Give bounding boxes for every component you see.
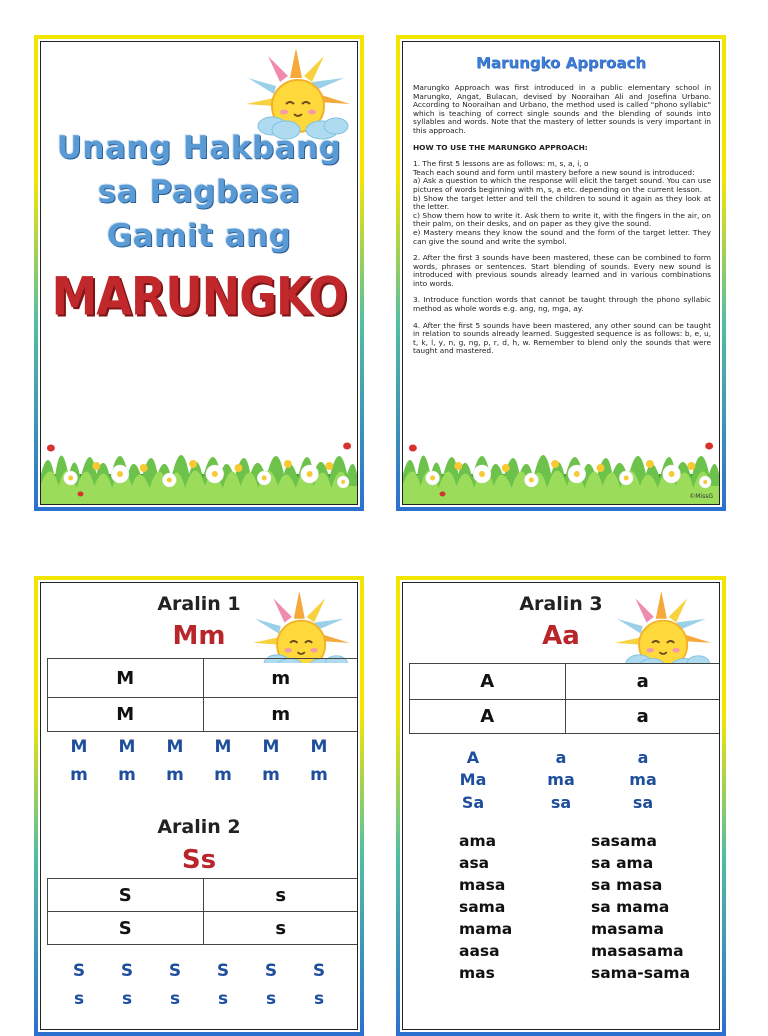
table-cell: S bbox=[48, 912, 204, 945]
cover-line-2: sa Pagbasa bbox=[97, 174, 301, 210]
letter: m bbox=[262, 765, 280, 785]
table-cell: s bbox=[203, 879, 358, 912]
table-cell: A bbox=[410, 700, 566, 734]
letter: s bbox=[121, 989, 133, 1009]
approach-step-3: 3. Introduce function words that cannot be taught through the phono syllabic method as whole words e.g. ang, ng, mga, ay. bbox=[413, 295, 711, 314]
cover-line-1: Unang Hakbang bbox=[56, 130, 342, 166]
lesson-1-2-page bbox=[34, 576, 364, 1036]
word: sa mama bbox=[591, 898, 670, 916]
lesson-3-heading: Aralin 3 bbox=[519, 593, 603, 615]
word: sama bbox=[459, 898, 506, 916]
word: sa masa bbox=[591, 876, 663, 894]
word: mas bbox=[459, 964, 495, 982]
cover-line-3: Gamit ang bbox=[106, 218, 292, 254]
lesson-1-lowercase-row bbox=[41, 765, 357, 785]
word: mama bbox=[459, 920, 513, 938]
letter: M bbox=[310, 737, 328, 757]
letter: m bbox=[214, 765, 232, 785]
table-cell: A bbox=[410, 664, 566, 700]
grass-flowers-icon bbox=[403, 434, 719, 504]
step1-line: b) Show the target letter and tell the children to sound it again as they look at the letter. bbox=[413, 193, 711, 212]
lesson-2-uppercase-row bbox=[41, 961, 357, 981]
table-cell: m bbox=[203, 659, 358, 698]
table-cell: s bbox=[203, 912, 358, 945]
approach-body bbox=[413, 84, 711, 364]
letter: S bbox=[120, 961, 134, 981]
approach-intro: Marungko Approach was first introduced in a public elementary school in Marungko, Angat, Bulacan, devised by Nooraihan Ali and Josefina Urbano. According to Nooraihan and Urbano, the method used is called "phono syllabic" which is teaching of correct single sounds and the blending of sounds into syllables and words. Note that the mastery of letter sounds is very important in this approach. bbox=[413, 83, 711, 135]
lesson-1-table bbox=[47, 658, 358, 732]
approach-step-4: 4. After the first 5 sounds have been mastered, any other sound can be taught in relation to sounds already learned. Suggested sequence is as follows: b, e, u, t, k, l, y, n, g, ng, p, r, d, h, w. Remember to blend only the sounds that were taught and mastered. bbox=[413, 320, 711, 356]
table-cell: M bbox=[48, 698, 204, 732]
letter: M bbox=[118, 737, 136, 757]
step1-line: e) Mastery means they know the sound and the form of the target letter. They can give the sound and write the symbol. bbox=[413, 227, 711, 246]
lesson-2-lowercase-row bbox=[41, 989, 357, 1009]
syllable: sa bbox=[550, 793, 572, 812]
word: sa ama bbox=[591, 854, 654, 872]
letter: s bbox=[73, 989, 85, 1009]
syllable: sa bbox=[632, 793, 654, 812]
step1-line: 1. The first 5 lessons are as follows: m, s, a, i, o bbox=[413, 159, 589, 169]
approach-title: Marungko Approach bbox=[475, 54, 647, 72]
signature: ©MissG bbox=[689, 493, 713, 500]
step1-line: c) Show them how to write it. Ask them to write it, with the fingers in the air, on their palm, on their desks, and on paper as they give the sound. bbox=[413, 210, 711, 229]
syllable: a bbox=[555, 748, 567, 767]
letter: M bbox=[70, 737, 88, 757]
approach-howto-heading: HOW TO USE THE MARUNGKO APPROACH: bbox=[413, 142, 588, 152]
letter: m bbox=[310, 765, 328, 785]
letter: S bbox=[72, 961, 86, 981]
lesson-2-letter: Ss bbox=[181, 845, 217, 875]
letter: m bbox=[70, 765, 88, 785]
letter: m bbox=[166, 765, 184, 785]
approach-page bbox=[396, 35, 726, 511]
table-cell: a bbox=[565, 664, 720, 700]
letter: M bbox=[214, 737, 232, 757]
lesson-1-heading: Aralin 1 bbox=[157, 593, 241, 615]
letter: S bbox=[312, 961, 326, 981]
word: masa bbox=[459, 876, 506, 894]
letter: S bbox=[216, 961, 230, 981]
syllable: a bbox=[637, 748, 649, 767]
step1-line: a) Ask a question to which the response will elicit the target sound. You can use pictures of words beginning with m, s, a etc. depending on the current lesson. bbox=[413, 176, 711, 194]
letter: S bbox=[168, 961, 182, 981]
letter: M bbox=[166, 737, 184, 757]
syllable: Sa bbox=[461, 793, 485, 812]
lesson-3-table bbox=[409, 663, 720, 734]
word: asa bbox=[459, 854, 490, 872]
syllable: A bbox=[466, 748, 480, 767]
letter: m bbox=[118, 765, 136, 785]
table-cell: a bbox=[565, 700, 720, 734]
table-cell: S bbox=[48, 879, 204, 912]
word: masasama bbox=[591, 942, 684, 960]
lesson-1-letter: Mm bbox=[172, 621, 226, 651]
lesson-1-uppercase-row bbox=[41, 737, 357, 757]
grass-flowers-icon bbox=[41, 434, 357, 504]
letter: s bbox=[217, 989, 229, 1009]
syllable: ma bbox=[629, 770, 657, 789]
word: aasa bbox=[459, 942, 500, 960]
cover-title: MARUNGKO bbox=[51, 264, 347, 328]
table-cell: M bbox=[48, 659, 204, 698]
cover-page bbox=[34, 35, 364, 511]
word: masama bbox=[591, 920, 664, 938]
lesson-3-page bbox=[396, 576, 726, 1036]
word: ama bbox=[459, 832, 497, 850]
lesson-2-heading: Aralin 2 bbox=[157, 816, 241, 838]
lesson-2-table bbox=[47, 878, 358, 945]
letter: M bbox=[262, 737, 280, 757]
approach-step-1 bbox=[413, 160, 711, 246]
letter: S bbox=[264, 961, 278, 981]
word: sama-sama bbox=[591, 964, 691, 982]
table-cell: m bbox=[203, 698, 358, 732]
letter: s bbox=[265, 989, 277, 1009]
letter: s bbox=[313, 989, 325, 1009]
approach-step-2: 2. After the first 3 sounds have been mastered, these can be combined to form words, phrases or sentences. Start blending of sounds. Every new sound is introduced with previous sounds already learned and in various combinations into words. bbox=[413, 253, 711, 288]
letter: s bbox=[169, 989, 181, 1009]
step1-line: Teach each sound and form until mastery before a new sound is introduced: bbox=[413, 167, 695, 177]
lesson-3-letter: Aa bbox=[542, 621, 580, 651]
syllable: Ma bbox=[459, 770, 487, 789]
word: sasama bbox=[591, 832, 657, 850]
syllable: ma bbox=[547, 770, 575, 789]
